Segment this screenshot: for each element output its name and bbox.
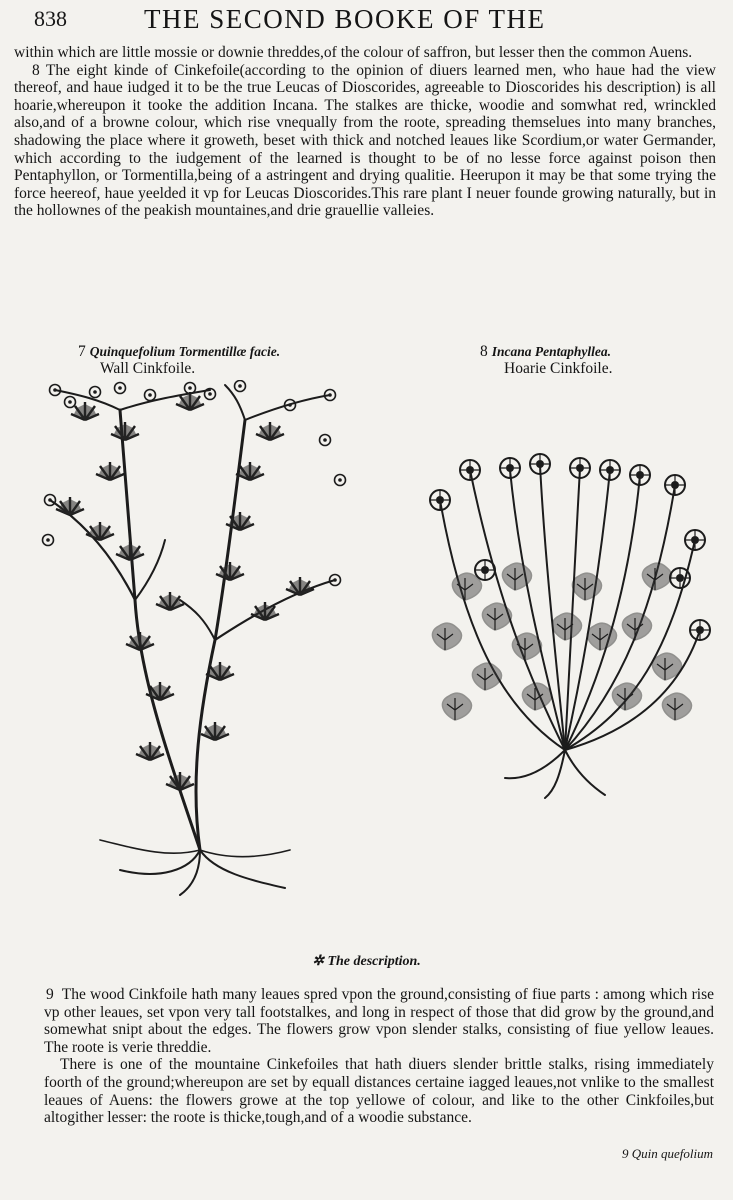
- figure-latin-left: Quinquefolium Tormentillæ facie.: [89, 344, 281, 359]
- figure-english-left: Wall Cinkfoile.: [100, 360, 196, 377]
- wall-cinkfoile-illustration: [40, 380, 360, 900]
- page-number: 838: [34, 6, 67, 31]
- figure-number-right: 8: [480, 343, 488, 360]
- figure-number-left: 7: [78, 343, 86, 360]
- paragraph-mountaine-cinkefoile: There is one of the mountaine Cinkefoiles that hath diuers slender brittle stalks, rising immediately foorth of the ground;whereupon are set by equall distances certaine iagged leaues,not vnlike to the smallest leaues of Auens: the flowers growe at the top yellowe of colour, and like to the other Cinkfoiles,but altogither lesser: the roote is thicke,tough,and of a woodie substance.: [44, 1056, 714, 1127]
- page-header: [34, 2, 713, 40]
- running-head: THE SECOND BOOKE OF THE: [144, 4, 546, 34]
- continuation-paragraph: within which are little mossie or downie threddes,of the colour of saffron, but lesser then the common Auens.: [14, 44, 693, 61]
- hoarie-cinkfoile-illustration: [425, 450, 725, 800]
- figure-english-right: Hoarie Cinkfoile.: [504, 360, 613, 377]
- catchword: 9 Quin quefolium: [622, 1146, 713, 1161]
- description-heading: ✲ The description.: [312, 954, 421, 969]
- figure-caption-right: [480, 343, 612, 377]
- figure-caption-left: [78, 343, 280, 377]
- paragraph-8: 8 The eight kinde of Cinkefoile(according to the opinion of diuers learned men, who haue had the view thereof, and haue iudged it to be the true Leucas of Dioscorides, agreeable to Dioscorides his description) is all hoarie,whereupon it tooke the addition Incana. The stalkes are thicke, woodie and somwhat red, wrinckled also,and of a browne colour, which rise vnequally from the roote, spreading themselues into many branches, shadowing the place where it groweth, beset with thick and notched leaues like Scordium,or water Germander, which according to the iudgement of the learned is thought to be of no lesse force against poison then Pentaphyllon, or Tormentilla,being of a astringent and drying qualitie. Heerupon it may be that some trying the force heereof, haue yeelded it vp for Leucas Dioscorides.This rare plant I neuer founde growing naturally, but in the hollownes of the peakish mountaines,and drie grauellie valleies.: [14, 61, 716, 220]
- top-text-block: [14, 44, 716, 220]
- paragraph-9-text: The wood Cinkfoile hath many leaues spred vpon the ground,consisting of fiue parts : among which rise vp other leaues, set vpon very tall footstalkes, and long in respect of those that did grow by the ground,and somewhat snipt about the edges. The flowers grow vpon slender stalks, consisting of fiue yellow leaues. The roote is verie threddie.: [44, 986, 714, 1056]
- bottom-text-block: [44, 986, 714, 1127]
- paragraph-9: [44, 986, 714, 1056]
- figure-latin-right: Incana Pentaphyllea.: [491, 344, 612, 359]
- paragraph-9-number: 9: [46, 986, 54, 1003]
